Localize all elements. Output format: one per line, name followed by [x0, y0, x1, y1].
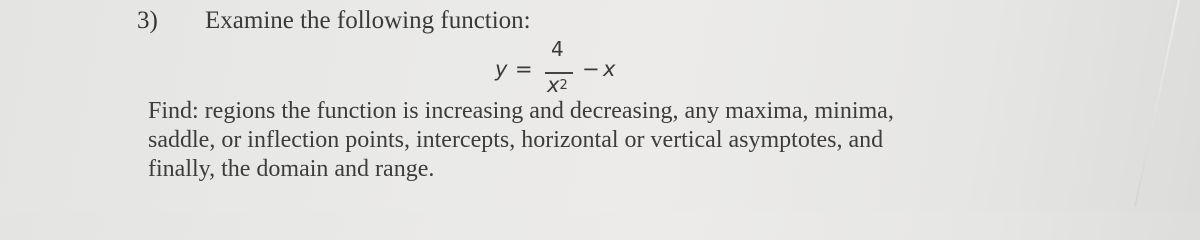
fraction-numerator: 4 — [551, 37, 564, 61]
equation-lhs: y — [495, 57, 508, 81]
question-prompt: Examine the following function: — [205, 7, 531, 34]
fraction-denominator — [547, 73, 568, 97]
question-number: 3) — [137, 7, 158, 34]
equation-minus-operator: − — [582, 57, 600, 81]
denominator-exponent: 2 — [559, 78, 568, 93]
equation-equals-sign: = — [515, 57, 533, 81]
paper-crease — [1134, 0, 1180, 207]
denominator-base: x — [547, 73, 560, 97]
instruction-line: saddle, or inflection points, intercepts, horizontal or vertical asymptotes, and — [148, 127, 884, 153]
equation-trailing-term: x — [603, 57, 616, 81]
function-equation — [495, 37, 645, 97]
instruction-line: finally, the domain and range. — [148, 156, 435, 182]
question-instructions — [148, 97, 978, 184]
instruction-line: Find: regions the function is increasing and decreasing, any maxima, minima, — [148, 98, 894, 124]
